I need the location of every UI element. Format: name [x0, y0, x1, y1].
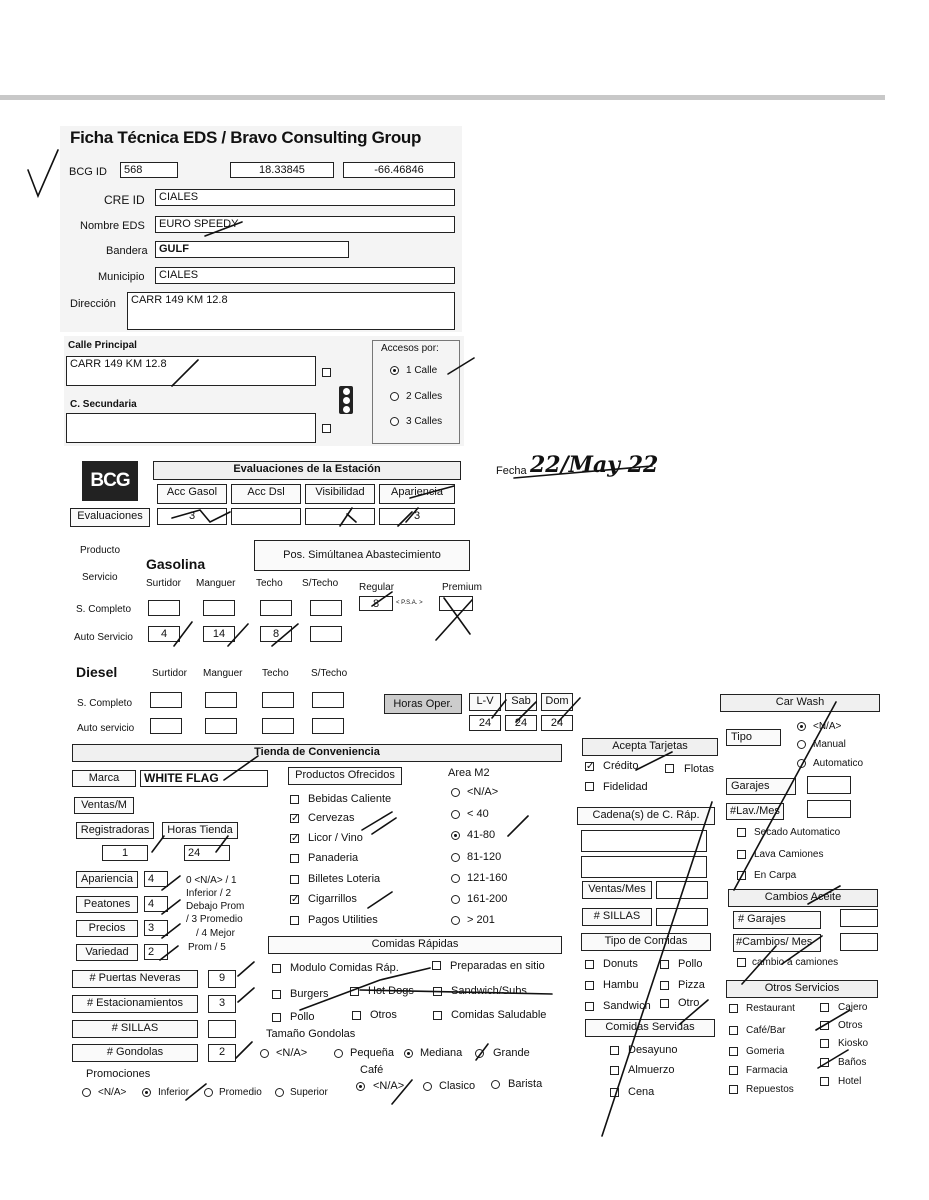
- dsl-s-completo-label: S. Completo: [77, 698, 133, 709]
- kiosko-label: Kiosko: [838, 1038, 869, 1049]
- pollo-tipo-label: Pollo: [678, 958, 703, 970]
- municipio-label: Municipio: [98, 271, 145, 283]
- horas-tienda-field[interactable]: 24: [184, 845, 230, 861]
- direccion-field[interactable]: CARR 149 KM 12.8: [127, 292, 455, 330]
- secado-label: Secado Automatico: [754, 827, 841, 838]
- estacionamientos-field[interactable]: 3: [208, 995, 236, 1013]
- apariencia-field[interactable]: 4: [144, 871, 168, 887]
- registradoras-field[interactable]: 1: [102, 845, 148, 861]
- municipio-field[interactable]: CIALES: [155, 267, 455, 284]
- accesos-label: Accesos por:: [381, 343, 439, 354]
- estacionamientos-label: # Estacionamientos: [72, 995, 198, 1013]
- cadena-sillas-label: # SILLAS: [582, 908, 652, 926]
- page-title: Ficha Técnica EDS / Bravo Consulting Group: [70, 128, 422, 147]
- eval-col-visibilidad: Visibilidad: [305, 484, 375, 504]
- regular-field[interactable]: 8: [359, 596, 393, 611]
- pen-tick-mark: [172, 360, 198, 386]
- fidelidad-label: Fidelidad: [603, 781, 648, 793]
- carwash-auto-label: Automatico: [813, 758, 864, 769]
- pen-tick-mark: [508, 816, 528, 836]
- horas-tienda-label: Horas Tienda: [162, 822, 238, 839]
- horas-sab-field[interactable]: 24: [505, 715, 537, 731]
- pen-tick-mark: [492, 698, 580, 722]
- evaluaciones-button[interactable]: Evaluaciones: [70, 508, 150, 527]
- eval-col-acc-dsl: Acc Dsl: [231, 484, 301, 504]
- area-header: Area M2: [448, 767, 490, 779]
- variedad-field[interactable]: 2: [144, 944, 168, 960]
- bcg-logo: BCG: [82, 461, 138, 501]
- diesel-title: Diesel: [76, 664, 118, 680]
- horas-col-dom: Dom: [541, 693, 573, 711]
- eval-acc-gasol-field[interactable]: 3: [157, 508, 227, 525]
- apariencia-label: Apariencia: [76, 871, 138, 888]
- gasolina-title: Gasolina: [146, 556, 206, 572]
- evaluaciones-header: Evaluaciones de la Estación: [153, 461, 461, 480]
- aceite-cambios-label: #Cambios/ Mes: [733, 934, 821, 952]
- gondola-na-label: <N/A>: [276, 1047, 308, 1059]
- tarjetas-header: Acepta Tarjetas: [582, 738, 718, 756]
- pen-strike-line: [602, 802, 712, 1136]
- pen-tick-mark: [398, 508, 418, 526]
- prod-licor-label: Licor / Vino: [308, 832, 363, 844]
- pen-tick-mark: [152, 836, 228, 852]
- fecha-underline: [514, 466, 652, 478]
- carwash-header: Car Wash: [720, 694, 880, 712]
- hot-dogs-label: Hot Dogs: [368, 985, 414, 997]
- restaurant-label: Restaurant: [746, 1003, 795, 1014]
- comidas-servidas-header: Comidas Servidas: [585, 1019, 715, 1037]
- registradoras-label: Registradoras: [76, 822, 154, 839]
- pen-tick-mark: [368, 892, 392, 908]
- prod-licor-checkbox[interactable]: ✓: [291, 833, 300, 844]
- carwash-tipo-label: Tipo: [726, 729, 781, 746]
- cena-label: Cena: [628, 1086, 655, 1098]
- psa-label: < P.S.A. >: [396, 600, 423, 606]
- gas-as-techo[interactable]: 8: [260, 626, 292, 642]
- prod-cigarrillos-checkbox[interactable]: ✓: [291, 894, 300, 905]
- dsl-col-s-techo: S/Techo: [311, 668, 348, 679]
- pen-tick-mark: [742, 936, 822, 984]
- bcg-id-field[interactable]: 568: [120, 162, 178, 178]
- preparadas-label: Preparadas en sitio: [450, 960, 545, 972]
- farmacia-label: Farmacia: [746, 1065, 788, 1076]
- pen-tick-mark: [448, 358, 474, 374]
- bandera-field[interactable]: GULF: [155, 241, 349, 258]
- scale-line-1: 0 <N/A> / 1: [186, 875, 237, 886]
- pollo-label: Pollo: [290, 1011, 315, 1023]
- dsl-auto-servicio-label: Auto servicio: [77, 723, 135, 734]
- pen-tick-mark: [362, 812, 396, 834]
- prod-cervezas-label: Cervezas: [308, 812, 355, 824]
- saludable-label: Comidas Saludable: [451, 1009, 547, 1021]
- gondolas-label: # Gondolas: [72, 1044, 198, 1062]
- fecha-label: Fecha: [496, 465, 527, 477]
- pen-tick-mark: [476, 1044, 488, 1060]
- gondola-mediana-label: Mediana: [420, 1047, 463, 1059]
- variedad-label: Variedad: [76, 944, 138, 961]
- pen-tick-mark: [236, 962, 254, 1058]
- burgers-label: Burgers: [290, 988, 329, 1000]
- dsl-col-surtidor: Surtidor: [152, 668, 188, 679]
- hambu-label: Hambu: [603, 979, 639, 991]
- prod-cervezas-checkbox[interactable]: ✓: [291, 813, 300, 824]
- en-carpa-label: En Carpa: [754, 870, 797, 881]
- pen-strike-line: [734, 702, 836, 890]
- prod-bebidas-label: Bebidas Caliente: [308, 793, 392, 805]
- calle-principal-label: Calle Principal: [68, 340, 137, 351]
- premium-label: Premium: [442, 582, 483, 593]
- tienda-header: Tienda de Conveniencia: [72, 744, 562, 762]
- productos-header: Productos Ofrecidos: [288, 767, 402, 785]
- marca-label: Marca: [72, 770, 136, 787]
- comidas-header: Comidas Rápidas: [268, 936, 562, 954]
- modulo-comidas-label: Modulo Comidas Ráp.: [290, 962, 399, 974]
- scale-line-4: / 3 Promedio: [186, 914, 243, 925]
- camiones-label: cambio a camiones: [752, 957, 839, 968]
- pizza-label: Pizza: [678, 979, 705, 991]
- pen-tick-mark: [636, 752, 672, 770]
- regular-label: Regular: [359, 582, 395, 593]
- gondola-pequena-label: Pequeña: [350, 1047, 395, 1059]
- pen-tick-mark: [205, 222, 242, 236]
- pen-tick-mark: [340, 508, 356, 526]
- acceso-3-label: 3 Calles: [406, 416, 443, 427]
- promo-promedio-label: Promedio: [219, 1087, 262, 1098]
- pen-tick-mark: [410, 486, 454, 498]
- horas-lv-field[interactable]: 24: [469, 715, 501, 731]
- prod-loteria-label: Billetes Loteria: [308, 873, 381, 885]
- otro-tipo-label: Otro: [678, 997, 700, 1009]
- marca-field[interactable]: WHITE FLAG: [140, 770, 268, 787]
- pos-simultanea-header: Pos. Simúltanea Abastecimiento: [254, 540, 470, 571]
- pen-strike-line: [300, 968, 552, 1010]
- sillas-label: # SILLAS: [72, 1020, 198, 1038]
- lav-mes-label: #Lav./Mes: [726, 803, 784, 820]
- area-161-200-label: 161-200: [467, 893, 508, 905]
- horas-dom-field[interactable]: 24: [541, 715, 573, 731]
- puertas-neveras-label: # Puertas Neveras: [72, 970, 198, 988]
- horas-col-sab: Sab: [505, 693, 537, 711]
- horas-oper-button[interactable]: Horas Oper.: [384, 694, 462, 714]
- eval-apariencia-field[interactable]: 3: [379, 508, 455, 525]
- promo-inferior-label: Inferior: [158, 1087, 190, 1098]
- gas-as-surtidor[interactable]: 4: [148, 626, 180, 642]
- gas-auto-servicio-label: Auto Servicio: [74, 632, 133, 643]
- gas-col-manguer: Manguer: [196, 578, 236, 589]
- scale-line-5: / 4 Mejor: [196, 928, 235, 939]
- credito-label: Crédito: [603, 760, 639, 772]
- nombre-eds-field[interactable]: EURO SPEEDY: [155, 216, 455, 233]
- peatones-label: Peatones: [76, 896, 138, 913]
- carwash-na-label: <N/A>: [813, 721, 842, 732]
- promo-na-label: <N/A>: [98, 1087, 127, 1098]
- dsl-col-techo: Techo: [262, 668, 289, 679]
- pen-cross-mark: [436, 598, 472, 640]
- gas-col-s-techo: S/Techo: [302, 578, 339, 589]
- cre-id-field[interactable]: CIALES: [155, 189, 455, 206]
- area-41-80-label: 41-80: [467, 829, 496, 841]
- area-121-160-label: 121-160: [467, 872, 508, 884]
- precios-field[interactable]: 3: [144, 920, 168, 936]
- sandwich-subs-label: Sandwich/Subs: [451, 985, 527, 997]
- scale-line-2: Inferior / 2: [186, 888, 232, 899]
- precios-label: Precios: [76, 920, 138, 937]
- pen-tick-mark: [172, 510, 230, 522]
- peatones-field[interactable]: 4: [144, 896, 168, 912]
- tamano-gondolas-label: Tamaño Gondolas: [266, 1028, 356, 1040]
- calle-secundaria-label: C. Secundaria: [70, 399, 137, 410]
- flotas-label: Flotas: [684, 763, 714, 775]
- prod-cigarrillos-label: Cigarrillos: [308, 893, 357, 905]
- pen-tick-mark: [174, 622, 298, 646]
- ventas-m-label: Ventas/M: [74, 797, 134, 814]
- pen-tick-mark: [808, 886, 840, 904]
- otros-comidas-label: Otros: [370, 1009, 397, 1021]
- cre-id-label: CRE ID: [104, 193, 145, 207]
- pen-tick-mark: [680, 1000, 708, 1024]
- pen-tick-mark: [372, 592, 392, 606]
- repuestos-label: Repuestos: [746, 1084, 794, 1095]
- gondolas-field[interactable]: 2: [208, 1044, 236, 1062]
- scale-line-3: Debajo Prom: [186, 901, 245, 912]
- bandera-label: Bandera: [106, 245, 148, 257]
- aceite-header: Cambios Aceite: [728, 889, 878, 907]
- gondola-grande-label: Grande: [493, 1047, 530, 1059]
- cafe-barista-label: Barista: [508, 1078, 543, 1090]
- sandwich-label: Sandwich: [603, 1000, 651, 1012]
- eval-col-apariencia: Apariencia: [379, 484, 455, 504]
- cafe-bar-label: Café/Bar: [746, 1025, 786, 1036]
- puertas-neveras-field[interactable]: 9: [208, 970, 236, 988]
- otros-serv-label: Otros: [838, 1020, 863, 1031]
- area-na-label: <N/A>: [467, 786, 499, 798]
- pen-tick-mark: [816, 1010, 850, 1068]
- prod-panaderia-label: Panaderia: [308, 852, 359, 864]
- credito-checkbox[interactable]: ✓: [586, 761, 595, 772]
- almuerzo-label: Almuerzo: [628, 1064, 675, 1076]
- cafe-clasico-label: Clasico: [439, 1080, 476, 1092]
- servicio-label: Servicio: [82, 572, 118, 583]
- garajes-label: Garajes: [726, 778, 796, 795]
- bcg-id-label: BCG ID: [69, 166, 107, 178]
- area-40-label: < 40: [467, 808, 489, 820]
- gas-col-techo: Techo: [256, 578, 283, 589]
- carwash-manual-label: Manual: [813, 739, 846, 750]
- scale-line-6: Prom / 5: [188, 942, 226, 953]
- gas-s-completo-label: S. Completo: [76, 604, 132, 615]
- hotel-label: Hotel: [838, 1076, 862, 1087]
- donuts-label: Donuts: [603, 958, 638, 970]
- desayuno-label: Desayuno: [628, 1044, 678, 1056]
- acceso-1-label: 1 Calle: [406, 365, 438, 376]
- cafe-label: Café: [360, 1064, 384, 1076]
- checkmark-icon: [28, 150, 58, 196]
- prod-utilities-label: Pagos Utilities: [308, 914, 378, 926]
- pen-tick-mark: [160, 876, 180, 960]
- producto-label: Producto: [80, 545, 121, 556]
- fecha-value: 22/May 22: [530, 452, 659, 478]
- dsl-col-manguer: Manguer: [203, 668, 243, 679]
- area-81-120-label: 81-120: [467, 851, 502, 863]
- longitude-field[interactable]: -66.46846: [343, 162, 455, 178]
- otros-header: Otros Servicios: [726, 980, 878, 998]
- nombre-eds-label: Nombre EDS: [80, 220, 145, 232]
- cafe-na-label: <N/A>: [373, 1080, 405, 1092]
- cadena-ventas-label: Ventas/Mes: [582, 881, 652, 899]
- cadena-header: Cadena(s) de C. Ráp.: [577, 807, 715, 825]
- banos-label: Baños: [838, 1057, 867, 1068]
- pen-tick-mark: [224, 756, 258, 780]
- gas-as-manguer[interactable]: 14: [203, 626, 235, 642]
- promociones-label: Promociones: [86, 1068, 151, 1080]
- lava-camiones-label: Lava Camiones: [754, 849, 824, 860]
- pen-tick-mark: [186, 1080, 412, 1104]
- cajero-label: Cajero: [838, 1002, 868, 1013]
- tipo-comidas-header: Tipo de Comidas: [581, 933, 711, 951]
- horas-col-lv: L-V: [469, 693, 501, 711]
- calle-principal-field[interactable]: CARR 149 KM 12.8: [66, 356, 316, 386]
- gas-col-surtidor: Surtidor: [146, 578, 182, 589]
- latitude-field[interactable]: 18.33845: [230, 162, 334, 178]
- aceite-garajes-label: # Garajes: [733, 911, 821, 929]
- promo-superior-label: Superior: [290, 1087, 328, 1098]
- acceso-2-label: 2 Calles: [406, 391, 443, 402]
- direccion-label: Dirección: [70, 298, 116, 310]
- eval-col-acc-gasol: Acc Gasol: [157, 484, 227, 504]
- area-201-label: > 201: [467, 914, 495, 926]
- gomeria-label: Gomeria: [746, 1046, 785, 1057]
